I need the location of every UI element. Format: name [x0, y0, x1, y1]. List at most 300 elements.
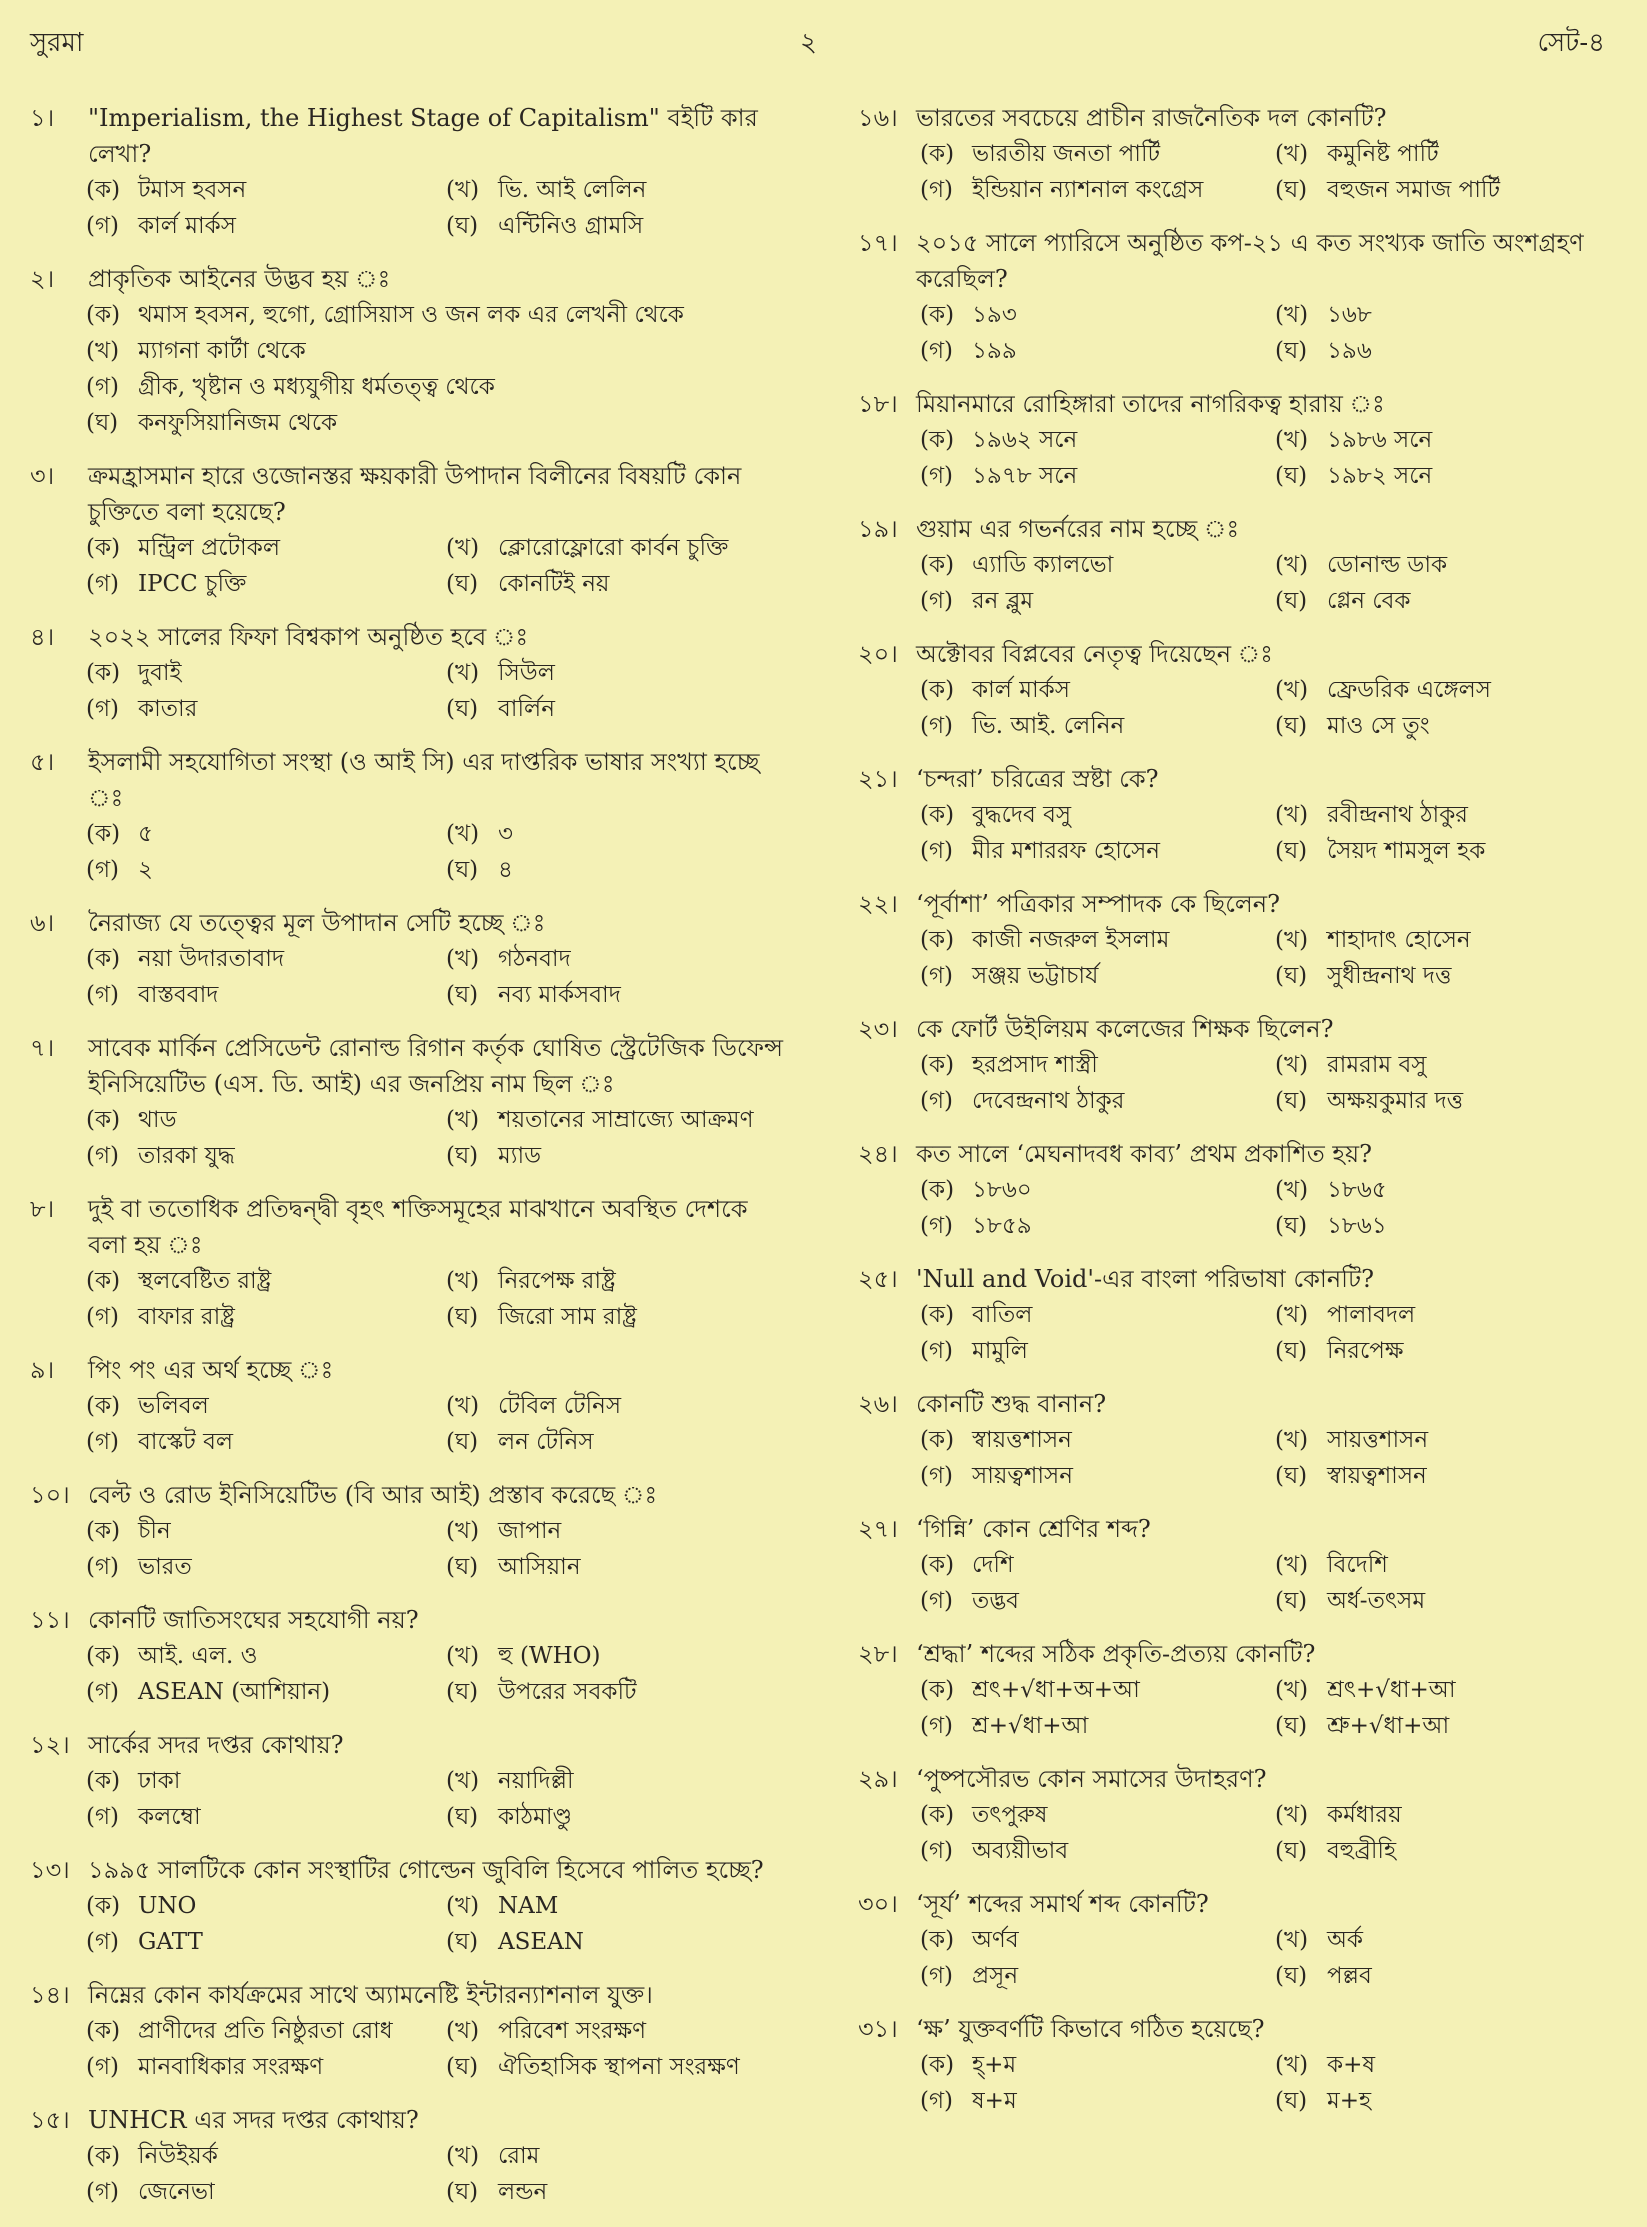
option-text: ১৯৬ [1327, 338, 1372, 364]
option-item [920, 1922, 1275, 1958]
question-text: ২০২২ সালের ফিফা বিশ্বকাপ অনুষ্ঠিত হবে ঃ [88, 623, 529, 651]
question-item [30, 1191, 790, 1335]
option-item [1275, 297, 1630, 333]
option-item [446, 2138, 806, 2174]
question-number: ১০। [30, 1481, 70, 1509]
option-label: (ঘ) [446, 1929, 479, 1955]
option-label: (খ) [446, 1393, 480, 1419]
option-label: (ঘ) [1275, 1463, 1308, 1489]
options-grid [30, 2138, 790, 2210]
option-text: গ্রীক, খৃষ্টান ও মধ্যযুগীয় ধর্মতত্ত্ব থেকে [138, 374, 495, 400]
option-label: (ক) [920, 141, 955, 167]
option-item [86, 1888, 446, 1924]
options-grid [30, 297, 790, 441]
option-label: (খ) [446, 535, 480, 561]
option-item [446, 941, 806, 977]
option-item [86, 1299, 446, 1335]
question-line [858, 1261, 1618, 1297]
options-grid [858, 547, 1618, 619]
option-item [86, 1549, 446, 1585]
option-label: (ক) [920, 802, 955, 828]
question-text: মিয়ানমারে রোহিঙ্গারা তাদের নাগরিকত্ব হারায় ঃ [916, 390, 1385, 418]
option-label: (ঘ) [446, 1143, 479, 1169]
option-item [920, 1833, 1275, 1869]
question-line [30, 1352, 790, 1388]
question-number: ১২। [30, 1731, 70, 1759]
question-line [858, 1761, 1618, 1797]
option-label: (ঘ) [446, 1429, 479, 1455]
option-label: (ক) [86, 1393, 121, 1419]
question-number: ২৮। [858, 1640, 898, 1668]
question-text: কে ফোর্ট উইলিয়ম কলেজের শিক্ষক ছিলেন? [916, 1015, 1334, 1043]
option-text: ১৯৩ [972, 302, 1017, 328]
question-text: ‘চন্দরা’ চরিত্রের স্রষ্টা কে? [916, 765, 1159, 793]
option-text: শ্রৎ+√ধা+অ+আ [972, 1677, 1140, 1703]
option-label: (খ) [446, 177, 480, 203]
question-item [858, 1261, 1618, 1369]
question-text: দুই বা ততোধিক প্রতিদ্বন্দ্বী বৃহৎ শক্তিসমূহের মাঝখানে অবস্থিত দেশকে বলা হয় ঃ [88, 1195, 748, 1259]
option-text: শাহাদাৎ হোসেন [1327, 927, 1471, 953]
question-line [30, 1602, 790, 1638]
option-label: (ঘ) [446, 2179, 479, 2205]
question-line [30, 1030, 790, 1102]
option-label: (গ) [86, 696, 120, 722]
option-item [1275, 458, 1630, 494]
option-item [1275, 1922, 1630, 1958]
option-label: (খ) [446, 1107, 480, 1133]
option-text: গ্লেন বেক [1327, 588, 1411, 614]
option-item [1275, 922, 1630, 958]
option-label: (খ) [1275, 1802, 1309, 1828]
question-line [858, 1511, 1618, 1547]
question-text: ‘শ্রদ্ধা’ শব্দের সঠিক প্রকৃতি-প্রত্যয় কোনটি? [916, 1640, 1316, 1668]
option-label: (গ) [920, 463, 954, 489]
question-number: ২৫। [858, 1265, 898, 1293]
option-item [1275, 333, 1630, 369]
option-label: (ক) [920, 2052, 955, 2078]
option-text: নয়াদিল্লী [498, 1768, 574, 1794]
question-item [30, 2102, 790, 2210]
option-text: ১৮৬৫ [1327, 1177, 1387, 1203]
option-item [920, 672, 1275, 708]
option-label: (গ) [86, 1304, 120, 1330]
question-line [30, 1191, 790, 1263]
option-label: (ক) [86, 821, 121, 847]
option-item [1275, 1172, 1630, 1208]
options-grid [858, 1672, 1618, 1744]
option-text: অক্ষয়কুমার দত্ত [1327, 1088, 1464, 1114]
option-item [1275, 1047, 1630, 1083]
option-item [446, 566, 806, 602]
option-text: কনফুসিয়ানিজম থেকে [138, 410, 338, 436]
question-item [30, 1030, 790, 1174]
option-text: থাড [138, 1107, 177, 1133]
question-number: ৮। [30, 1195, 55, 1223]
question-line [858, 1136, 1618, 1172]
option-item [86, 691, 446, 727]
question-text: ভারতের সবচেয়ে প্রাচীন রাজনৈতিক দল কোনটি? [916, 104, 1387, 132]
option-item [920, 1708, 1275, 1744]
question-text: গুয়াম এর গভর্নরের নাম হচ্ছে ঃ [916, 515, 1240, 543]
question-text: ইসলামী সহযোগিতা সংস্থা (ও আই সি) এর দাপ্তরিক ভাষার সংখ্যা হচ্ছে ঃ [88, 748, 760, 812]
options-grid [858, 1297, 1618, 1369]
option-item [86, 405, 786, 441]
option-text: ম্যাড [498, 1143, 542, 1169]
option-label: (ক) [920, 1427, 955, 1453]
option-text: সায়ত্তশাসন [1327, 1427, 1429, 1453]
option-text: ফ্রেডরিক এঙ্গেলস [1327, 677, 1491, 703]
question-item [30, 1727, 790, 1835]
option-label: (গ) [86, 1429, 120, 1455]
option-label: (ঘ) [1275, 1838, 1308, 1864]
option-label: (খ) [1275, 1302, 1309, 1328]
option-item [920, 1458, 1275, 1494]
option-item [1275, 1797, 1630, 1833]
option-item [446, 1799, 806, 1835]
option-item [920, 833, 1275, 869]
question-text: ‘গিন্নি’ কোন শ্রেণির শব্দ? [916, 1515, 1151, 1543]
option-item [446, 208, 806, 244]
option-text: মামুলি [972, 1338, 1028, 1364]
option-item [920, 2047, 1275, 2083]
option-text: নব্য মার্কসবাদ [498, 982, 621, 1008]
option-label: (গ) [86, 374, 120, 400]
option-label: (গ) [920, 1588, 954, 1614]
option-label: (গ) [86, 2054, 120, 2080]
option-label: (খ) [446, 1893, 480, 1919]
option-item [1275, 1547, 1630, 1583]
question-item [858, 761, 1618, 869]
option-item [920, 297, 1275, 333]
option-label: (গ) [86, 1679, 120, 1705]
option-label: (ক) [920, 1927, 955, 1953]
option-item [86, 2049, 446, 2085]
option-label: (ঘ) [1275, 588, 1308, 614]
options-grid [858, 1422, 1618, 1494]
option-text: শ্র+√ধা+আ [972, 1713, 1089, 1739]
option-text: নিউইয়র্ক [138, 2143, 218, 2169]
option-text: রন ব্লুম [972, 588, 1034, 614]
option-label: (গ) [920, 1963, 954, 1989]
question-line [30, 1477, 790, 1513]
option-label: (ঘ) [446, 982, 479, 1008]
option-item [1275, 2083, 1630, 2119]
options-grid [30, 1638, 790, 1710]
option-text: রামরাম বসু [1327, 1052, 1427, 1078]
option-item [446, 172, 806, 208]
option-label: (ঘ) [446, 571, 479, 597]
option-text: ডোনাল্ড ডাক [1327, 552, 1448, 578]
option-text: সৈয়দ শামসুল হক [1327, 838, 1486, 864]
question-text: ১৯৯৫ সালটিকে কোন সংস্থাটির গোল্ডেন জুবিলি হিসেবে পালিত হচ্ছে? [88, 1856, 764, 1884]
option-text: NAM [498, 1893, 559, 1919]
question-number: ২৪। [858, 1140, 898, 1168]
question-number: ১৬। [858, 104, 898, 132]
question-line [30, 100, 790, 172]
option-label: (গ) [86, 1143, 120, 1169]
option-label: (গ) [920, 2088, 954, 2114]
option-text: শ্রু+√ধা+আ [1327, 1713, 1450, 1739]
option-item [1275, 958, 1630, 994]
option-text: কার্ল মার্কস [138, 213, 236, 239]
question-text: 'Null and Void'-এর বাংলা পরিভাষা কোনটি? [916, 1265, 1374, 1293]
question-item [858, 100, 1618, 208]
options-grid [858, 422, 1618, 494]
options-grid [30, 1263, 790, 1335]
question-line [858, 511, 1618, 547]
option-label: (ঘ) [446, 1804, 479, 1830]
option-item [1275, 797, 1630, 833]
question-text: কোনটি শুদ্ধ বানান? [916, 1390, 1107, 1418]
question-item [858, 1136, 1618, 1244]
option-label: (খ) [1275, 2052, 1309, 2078]
option-label: (গ) [920, 1088, 954, 1114]
option-item [1275, 1297, 1630, 1333]
option-text: পরিবেশ সংরক্ষণ [498, 2018, 647, 2044]
option-text: বহুজন সমাজ পার্টি [1327, 177, 1501, 203]
option-label: (ক) [920, 677, 955, 703]
options-grid [858, 136, 1618, 208]
option-label: (ক) [920, 1552, 955, 1578]
option-label: (ক) [86, 2018, 121, 2044]
option-label: (ঘ) [446, 1554, 479, 1580]
option-text: ১৯৮৬ সনে [1327, 427, 1433, 453]
option-label: (ঘ) [86, 410, 119, 436]
option-label: (গ) [86, 2179, 120, 2205]
question-item [858, 1386, 1618, 1494]
option-item [920, 797, 1275, 833]
option-text: তদ্ভব [972, 1588, 1019, 1614]
option-text: এন্টিনিও গ্রামসি [498, 213, 644, 239]
option-item [86, 941, 446, 977]
option-item [1275, 172, 1630, 208]
option-text: মীর মশাররফ হোসেন [972, 838, 1161, 864]
option-label: (খ) [1275, 1927, 1309, 1953]
option-label: (গ) [86, 1554, 120, 1580]
option-text: বাস্তববাদ [138, 982, 219, 1008]
option-text: ঢাকা [138, 1768, 181, 1794]
option-item [1275, 1708, 1630, 1744]
question-number: ১। [30, 104, 55, 132]
option-item [1275, 708, 1630, 744]
option-label: (ঘ) [446, 696, 479, 722]
option-text: জাপান [498, 1518, 562, 1544]
option-label: (ঘ) [446, 1304, 479, 1330]
option-label: (ক) [920, 552, 955, 578]
option-item [86, 566, 446, 602]
question-item [858, 1511, 1618, 1619]
options-grid [858, 1797, 1618, 1869]
question-text: UNHCR এর সদর দপ্তর কোথায়? [88, 2106, 419, 2134]
question-item [30, 1477, 790, 1585]
option-label: (ক) [86, 177, 121, 203]
option-text: জিরো সাম রাষ্ট্র [498, 1304, 637, 1330]
question-text: ‘পুষ্পসৌরভ কোন সমাসের উদাহরণ? [916, 1765, 1267, 1793]
option-label: (ঘ) [1275, 1338, 1308, 1364]
option-item [1275, 1958, 1630, 1994]
option-text: ক+ষ [1327, 2052, 1376, 2078]
option-item [1275, 1333, 1630, 1369]
option-text: নিরপেক্ষ রাষ্ট্র [498, 1268, 616, 1294]
option-text: মাও সে তুং [1327, 713, 1430, 739]
question-text: কত সালে ‘মেঘনাদবধ কাব্য’ প্রথম প্রকাশিত হয়? [916, 1140, 1372, 1168]
option-item [86, 816, 446, 852]
option-text: কাজী নজরুল ইসলাম [972, 927, 1170, 953]
option-label: (ঘ) [1275, 838, 1308, 864]
question-line [858, 1386, 1618, 1422]
option-item [1275, 1083, 1630, 1119]
question-line [858, 2011, 1618, 2047]
option-label: (ক) [920, 1052, 955, 1078]
options-grid [30, 941, 790, 1013]
option-text: কর্মধারয় [1327, 1802, 1402, 1828]
option-item [446, 1549, 806, 1585]
option-label: (ক) [86, 535, 121, 561]
option-label: (ঘ) [446, 857, 479, 883]
option-text: চীন [138, 1518, 171, 1544]
option-text: UNO [138, 1893, 197, 1919]
question-number: ১৫। [30, 2106, 70, 2134]
question-item [858, 386, 1618, 494]
option-item [86, 2138, 446, 2174]
question-line [858, 225, 1618, 297]
options-grid [30, 1513, 790, 1585]
question-number: ৩০। [858, 1890, 898, 1918]
option-text: টেবিল টেনিস [498, 1393, 622, 1419]
option-text: তৎপুরুষ [972, 1802, 1048, 1828]
option-text: লন টেনিস [498, 1429, 594, 1455]
option-text: নিরপেক্ষ [1327, 1338, 1404, 1364]
option-label: (ক) [86, 1768, 121, 1794]
option-label: (গ) [86, 857, 120, 883]
option-label: (গ) [920, 1213, 954, 1239]
left-column [30, 100, 790, 2227]
option-item [446, 1763, 806, 1799]
option-item [86, 977, 446, 1013]
option-label: (ক) [86, 1643, 121, 1669]
question-item [30, 1602, 790, 1710]
question-text: নৈরাজ্য যে তত্ত্বের মূল উপাদান সেটি হচ্ছে ঃ [88, 909, 546, 937]
option-item [86, 852, 446, 888]
option-label: (খ) [1275, 1052, 1309, 1078]
option-label: (গ) [86, 213, 120, 239]
options-grid [30, 655, 790, 727]
question-item [858, 511, 1618, 619]
option-text: কাতার [138, 696, 198, 722]
question-text: "Imperialism, the Highest Stage of Capitalism" বইটি কার লেখা? [88, 104, 758, 168]
option-text: উপরের সবকটি [498, 1679, 637, 1705]
option-label: (ঘ) [446, 2054, 479, 2080]
option-label: (খ) [1275, 927, 1309, 953]
options-grid [30, 530, 790, 602]
option-label: (খ) [86, 338, 120, 364]
option-text: দেশি [972, 1552, 1014, 1578]
option-item [920, 172, 1275, 208]
question-line [30, 619, 790, 655]
option-label: (গ) [920, 177, 954, 203]
option-label: (গ) [920, 338, 954, 364]
option-item [920, 1333, 1275, 1369]
option-label: (ঘ) [446, 213, 479, 239]
option-text: ক্লোরোফ্লোরো কার্বন চুক্তি [498, 535, 729, 561]
option-label: (খ) [1275, 802, 1309, 828]
option-label: (গ) [86, 571, 120, 597]
option-item [920, 333, 1275, 369]
option-item [920, 1547, 1275, 1583]
option-text: শয়তানের সাম্রাজ্যে আক্রমণ [498, 1107, 754, 1133]
options-grid [858, 797, 1618, 869]
option-label: (গ) [920, 1463, 954, 1489]
page-number: ২ [800, 28, 817, 58]
question-item [30, 1852, 790, 1960]
option-label: (ঘ) [1275, 338, 1308, 364]
option-text: ৫ [138, 821, 153, 847]
question-item [30, 744, 790, 888]
option-label: (গ) [920, 1838, 954, 1864]
option-text: দেবেন্দ্রনাথ ঠাকুর [972, 1088, 1125, 1114]
option-item [920, 1172, 1275, 1208]
option-label: (খ) [446, 660, 480, 686]
question-line [858, 1011, 1618, 1047]
option-item [86, 297, 786, 333]
question-line [30, 1727, 790, 1763]
option-label: (ক) [920, 1302, 955, 1328]
option-text: ঐতিহাসিক স্থাপনা সংরক্ষণ [498, 2054, 740, 2080]
options-grid [30, 1102, 790, 1174]
option-item [920, 1672, 1275, 1708]
option-text: স্বায়ত্তশাসন [972, 1427, 1072, 1453]
question-number: ৫। [30, 748, 55, 776]
option-label: (ক) [86, 302, 121, 328]
option-item [86, 1763, 446, 1799]
option-item [1275, 1833, 1630, 1869]
question-item [858, 1011, 1618, 1119]
question-text: ‘ক্ষ’ যুক্তবর্ণটি কিভাবে গঠিত হয়েছে? [916, 2015, 1265, 2043]
option-label: (খ) [1275, 552, 1309, 578]
option-item [1275, 1422, 1630, 1458]
option-label: (খ) [1275, 1427, 1309, 1453]
option-text: কাঠমাণ্ডু [498, 1804, 572, 1830]
question-number: ১৮। [858, 390, 898, 418]
question-item [858, 886, 1618, 994]
option-text: থমাস হবসন, হুগো, গ্রোসিয়াস ও জন লক এর লেখনী থেকে [138, 302, 684, 328]
option-item [86, 208, 446, 244]
option-text: পালাবদল [1327, 1302, 1416, 1328]
option-text: শ্রৎ+√ধা+আ [1327, 1677, 1456, 1703]
option-item [86, 333, 786, 369]
option-text: অব্যয়ীভাব [972, 1838, 1069, 1864]
option-text: বাফার রাষ্ট্র [138, 1304, 235, 1330]
option-label: (ঘ) [1275, 177, 1308, 203]
option-label: (খ) [1275, 677, 1309, 703]
option-label: (ক) [86, 1268, 121, 1294]
option-text: ১৯৯ [972, 338, 1017, 364]
question-item [858, 1886, 1618, 1994]
option-item [446, 2174, 806, 2210]
option-text: টমাস হবসন [138, 177, 247, 203]
question-text: ‘সূর্য’ শব্দের সমার্থ শব্দ কোনটি? [916, 1890, 1209, 1918]
option-text: হরপ্রসাদ শাস্ত্রী [972, 1052, 1098, 1078]
question-text: প্রাকৃতিক আইনের উদ্ভব হয় ঃ [88, 265, 391, 293]
option-item [86, 369, 786, 405]
question-item [858, 2011, 1618, 2119]
question-text: সাবেক মার্কিন প্রেসিডেন্ট রোনাল্ড রিগান কর্তৃক ঘোষিত স্ট্রেটেজিক ডিফেন্স ইনিসিয়েটিভ (এস. ডি. আই) এর জনপ্রিয় নাম ছিল ঃ [88, 1034, 783, 1098]
question-text: বেল্ট ও রোড ইনিসিয়েটিভ (বি আর আই) প্রস্তাব করেছে ঃ [88, 1481, 658, 1509]
option-item [1275, 2047, 1630, 2083]
question-line [30, 744, 790, 816]
question-item [30, 261, 790, 441]
option-text: রোম [498, 2143, 540, 2169]
